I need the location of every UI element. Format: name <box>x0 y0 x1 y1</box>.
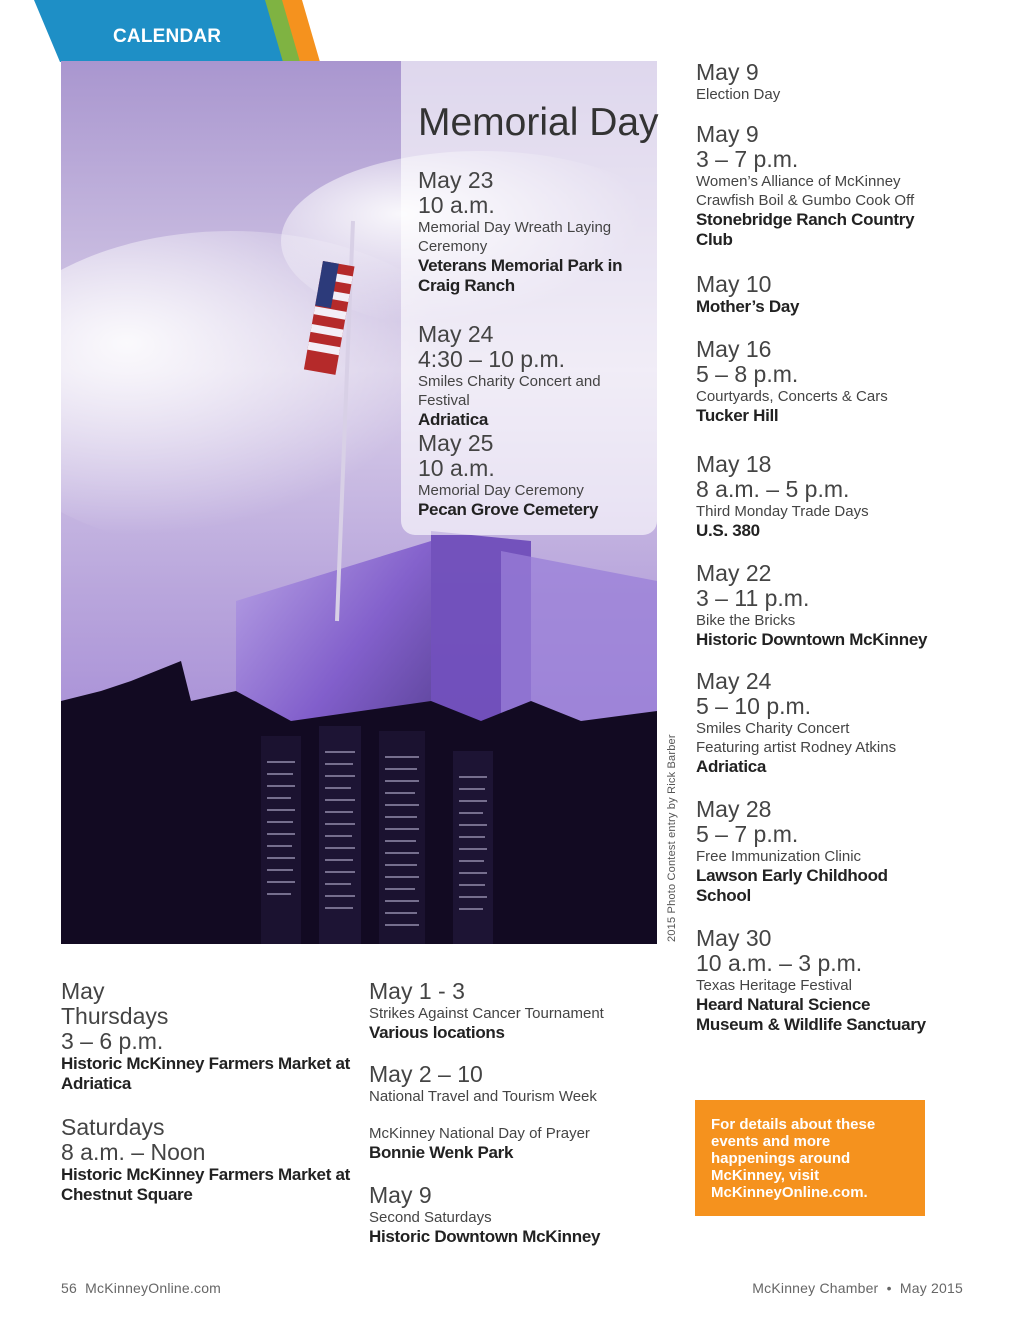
event-time: 10 a.m. – 3 p.m. <box>696 950 863 976</box>
event-time: 8 a.m. – Noon <box>61 1139 206 1165</box>
event-name: Women’s Alliance of McKinney Crawfish Boil & Gumbo Cook Off <box>696 173 915 209</box>
event-time: 5 – 8 p.m. <box>696 361 799 387</box>
memorial-day-title: Memorial Day <box>418 101 659 144</box>
memorial-day-title-block <box>418 100 659 146</box>
event-location: U.S. 380 <box>696 521 760 540</box>
calendar-event <box>696 926 936 1035</box>
footer-bullet: • <box>886 1280 892 1296</box>
event-name: Memorial Day Ceremony <box>418 482 584 499</box>
event-date: May 9 <box>696 121 759 147</box>
event-location: Pecan Grove Cemetery <box>418 500 599 519</box>
event-location: Tucker Hill <box>696 406 779 425</box>
calendar-event <box>696 122 936 250</box>
event-date: May 10 <box>696 271 772 297</box>
event-name: Election Day <box>696 86 781 103</box>
photo-credit: 2015 Photo Contest entry by Rick Barber <box>666 734 678 942</box>
event-date: May 9 <box>696 59 759 85</box>
event-name: National Travel and Tourism Week <box>369 1088 597 1105</box>
event-date: May 18 <box>696 451 772 477</box>
footer-left <box>61 1280 221 1296</box>
recurring-event <box>61 979 351 1094</box>
calendar-event <box>369 979 669 1043</box>
calendar-event <box>696 272 936 317</box>
event-name: Second Saturdays <box>369 1209 492 1226</box>
event-name: McKinney National Day of Prayer <box>369 1125 590 1142</box>
event-name: Third Monday Trade Days <box>696 503 869 520</box>
feature-event <box>418 431 654 520</box>
calendar-event <box>369 1062 669 1106</box>
event-month: May <box>61 978 105 1004</box>
footer-right <box>752 1280 963 1296</box>
event-day: Saturdays <box>61 1114 165 1140</box>
event-date: May 30 <box>696 925 772 951</box>
event-date: May 24 <box>696 668 772 694</box>
page-number: 56 <box>61 1280 77 1296</box>
event-name: Free Immunization Clinic <box>696 848 862 865</box>
event-time: 8 a.m. – 5 p.m. <box>696 476 850 502</box>
event-date: May 2 – 10 <box>369 1061 483 1087</box>
event-date: May 16 <box>696 336 772 362</box>
event-location: Historic McKinney Farmers Market at Chestnut Square <box>61 1165 350 1204</box>
section-header-tab <box>0 0 340 62</box>
event-date: May 23 <box>418 167 494 193</box>
event-location: Stonebridge Ranch Country Club <box>696 210 915 249</box>
event-location: Mother’s Day <box>696 297 800 316</box>
calendar-event <box>369 1183 669 1247</box>
event-time: 5 – 7 p.m. <box>696 821 799 847</box>
event-time: 10 a.m. <box>418 192 495 218</box>
callout-text: For details about these events and more happenings around McKinney, visit McKinneyOnline.com. <box>711 1116 876 1201</box>
event-time: 3 – 11 p.m. <box>696 585 810 611</box>
event-date: May 25 <box>418 430 494 456</box>
event-location: Historic Downtown McKinney <box>369 1227 601 1246</box>
event-location: Adriatica <box>418 410 489 429</box>
event-day: Thursdays <box>61 1003 169 1029</box>
event-time: 3 – 7 p.m. <box>696 146 799 172</box>
event-time: 10 a.m. <box>418 455 495 481</box>
calendar-event <box>696 60 936 104</box>
event-date: May 28 <box>696 796 772 822</box>
event-location: Lawson Early Childhood School <box>696 866 888 905</box>
event-location: Historic McKinney Farmers Market at Adriatica <box>61 1054 350 1093</box>
event-date: May 9 <box>369 1182 432 1208</box>
event-time: 5 – 10 p.m. <box>696 693 812 719</box>
event-name: Smiles Charity Concert and Festival <box>418 373 601 409</box>
event-name: Memorial Day Wreath Laying Ceremony <box>418 219 612 255</box>
event-location: Heard Natural Science Museum & Wildlife Sanctuary <box>696 995 926 1034</box>
event-time: 3 – 6 p.m. <box>61 1028 164 1054</box>
footer-publisher: McKinney Chamber <box>752 1280 879 1296</box>
event-location: Historic Downtown McKinney <box>696 630 928 649</box>
event-name: Strikes Against Cancer Tournament <box>369 1005 604 1022</box>
calendar-event <box>696 452 936 541</box>
event-name: Smiles Charity Concert Featuring artist Rodney Atkins <box>696 720 897 756</box>
calendar-event <box>696 669 916 777</box>
footer-site[interactable]: McKinneyOnline.com <box>85 1280 222 1296</box>
event-date: May 1 - 3 <box>369 978 465 1004</box>
event-location: Veterans Memorial Park in Craig Ranch <box>418 256 623 295</box>
calendar-event <box>696 561 936 650</box>
recurring-event <box>61 1115 351 1205</box>
event-location: Bonnie Wenk Park <box>369 1143 514 1162</box>
calendar-event <box>696 797 896 906</box>
event-date: May 24 <box>418 321 494 347</box>
event-location: Adriatica <box>696 757 767 776</box>
feature-event <box>418 322 656 430</box>
footer-issue: May 2015 <box>899 1280 963 1296</box>
event-location: Various locations <box>369 1023 505 1042</box>
details-callout <box>695 1100 925 1216</box>
calendar-event <box>696 337 936 426</box>
section-label: CALENDAR <box>113 26 222 47</box>
event-date: May 22 <box>696 560 772 586</box>
event-name: Texas Heritage Festival <box>696 977 852 994</box>
calendar-event <box>369 1124 669 1163</box>
feature-event <box>418 168 654 296</box>
event-name: Courtyards, Concerts & Cars <box>696 388 888 405</box>
event-name: Bike the Bricks <box>696 612 796 629</box>
event-time: 4:30 – 10 p.m. <box>418 346 566 372</box>
